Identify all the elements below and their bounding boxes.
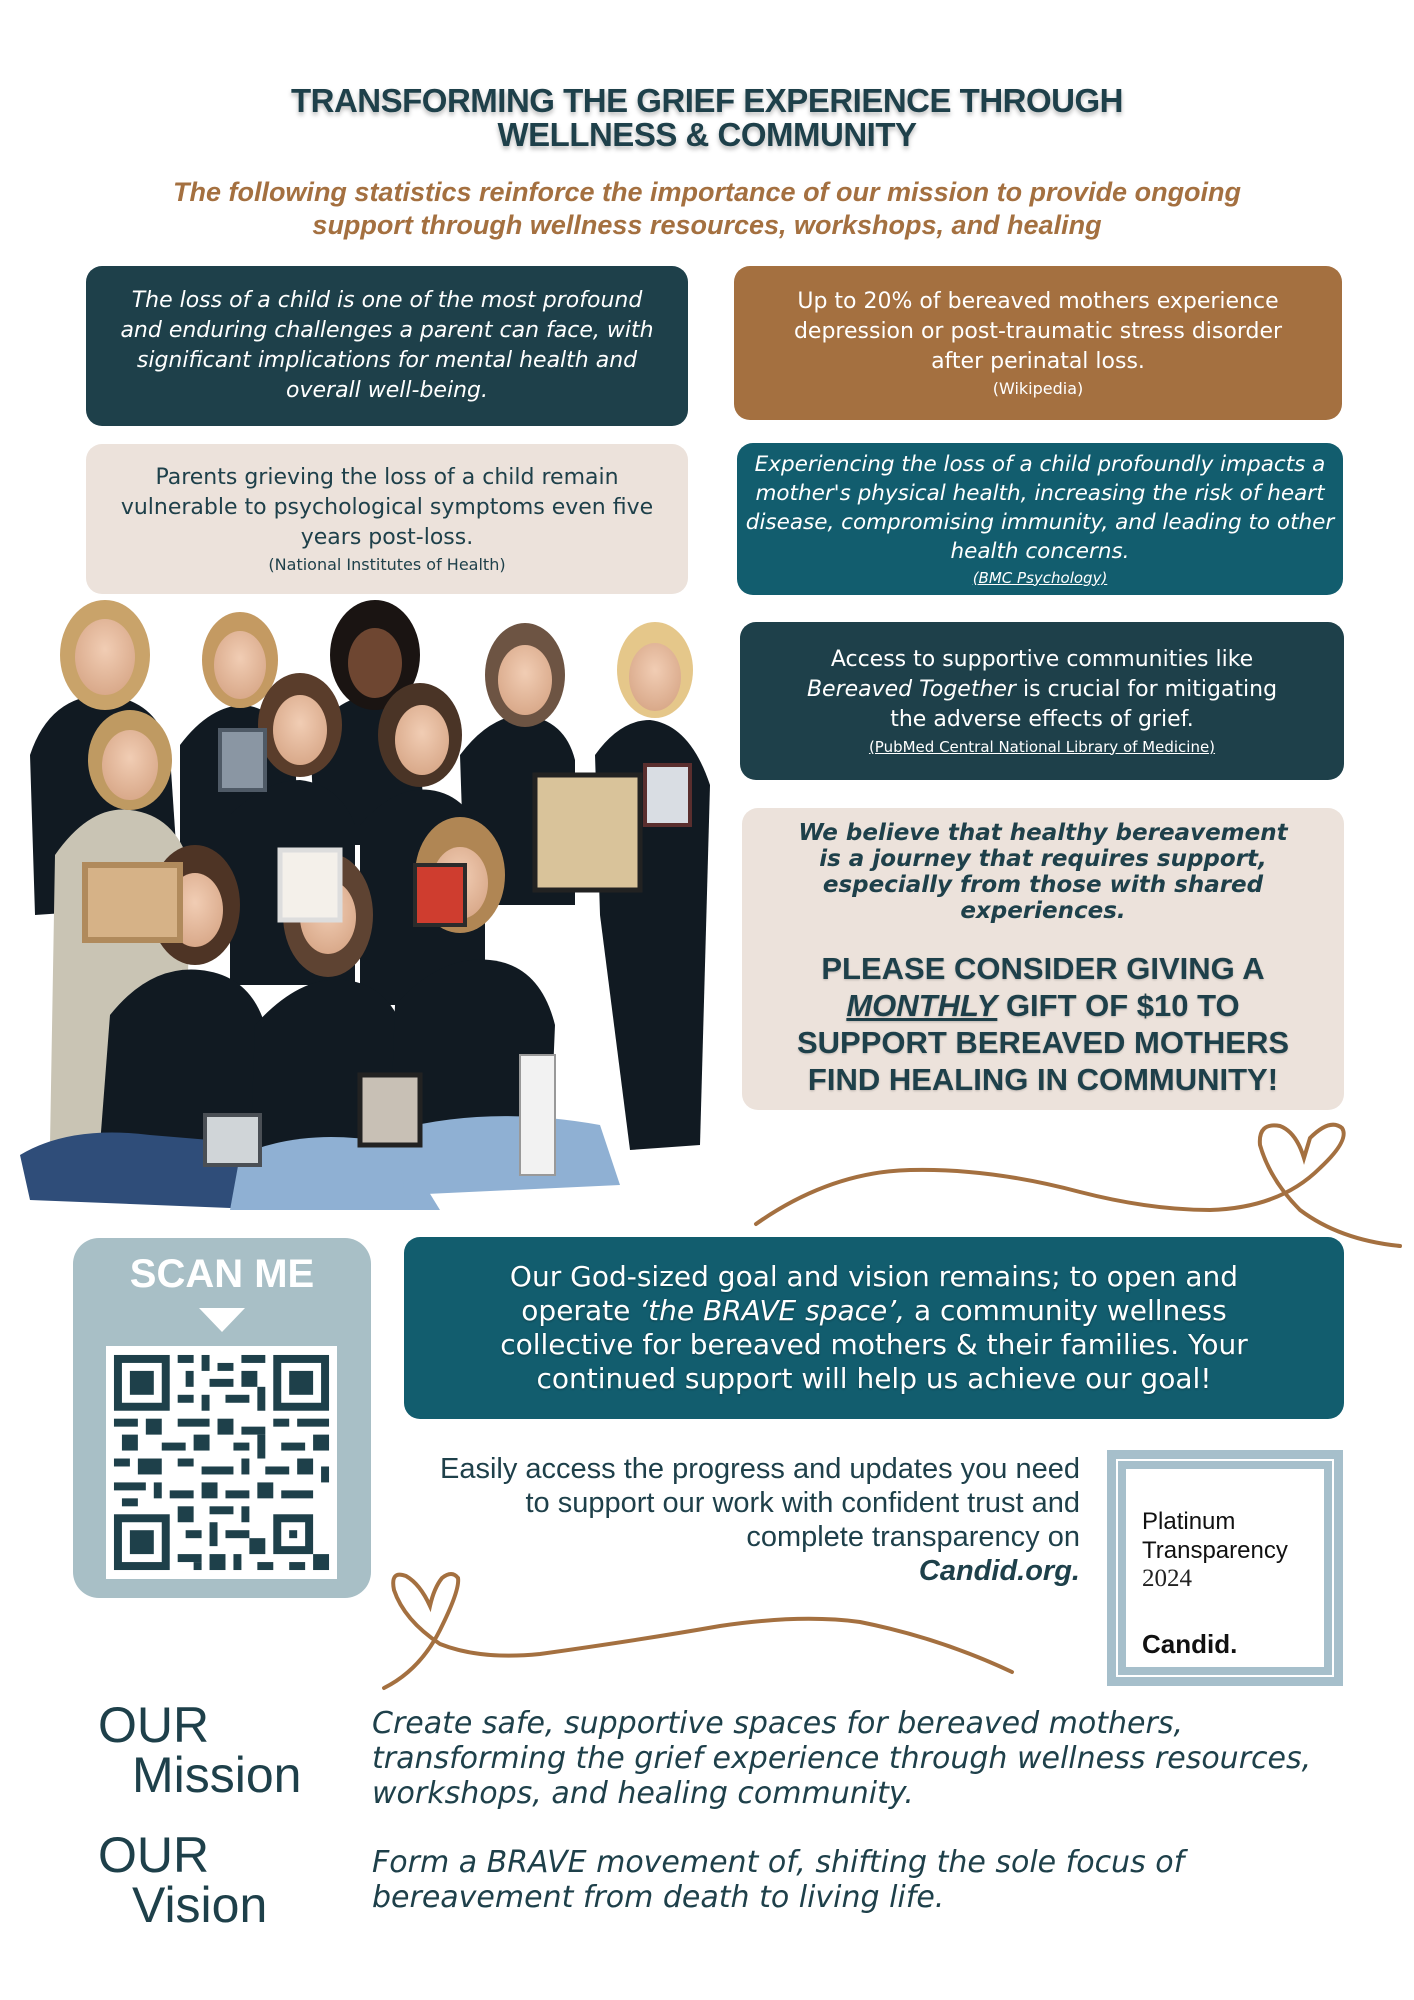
stat-text-before: Access to supportive communities like: [830, 646, 1254, 672]
donation-appeal-card: [742, 808, 1344, 1110]
page-title: [0, 84, 1414, 152]
stat-card-physical-health: [737, 443, 1343, 595]
mission-heading: [98, 1697, 302, 1803]
stat-card-five-years: [86, 444, 688, 594]
appeal-line-2: [797, 987, 1289, 1024]
appeal-line-1: PLEASE CONSIDER GIVING A: [821, 951, 1265, 986]
stat-text-after: is crucial for mitigating the adverse effects of grief.: [890, 676, 1278, 732]
stat-source: (National Institutes of Health): [268, 554, 506, 574]
candid-org-link[interactable]: Candid.org.: [918, 1555, 1080, 1587]
goal-text-before: Our God-sized goal and vision remains; to open and operate: [509, 1260, 1239, 1327]
candid-description: Easily access the progress and updates you need to support our work with confident trust and complete transparency on: [439, 1453, 1080, 1553]
stat-text: Up to 20% of bereaved mothers experience depression or post-traumatic stress disorder after perinatal loss.: [793, 288, 1283, 374]
stat-text: [750, 645, 1334, 735]
seal-year: 2024: [1142, 1565, 1192, 1592]
vision-heading: [98, 1827, 268, 1933]
stat-source: (Wikipedia): [992, 378, 1084, 398]
subtitle-line-1: The following statistics reinforce the importance of our mission to provide ongoing: [172, 177, 1242, 207]
monthly-emphasis: MONTHLY: [846, 988, 998, 1023]
appeal-line-4: FIND HEALING IN COMMUNITY!: [807, 1062, 1279, 1097]
stat-text: The loss of a child is one of the most profound and enduring challenges a parent can face, with significant implications for mental health and overall well-being.: [120, 288, 654, 403]
mission-label: Mission: [132, 1747, 302, 1803]
vision-statement: Form a BRAVE movement of, shifting the sole focus of bereavement from death to living life.: [372, 1845, 1185, 1915]
arrow-down-icon: [199, 1308, 245, 1334]
stat-card-child-loss: [86, 266, 688, 426]
seal-line-1: Platinum: [1142, 1508, 1236, 1535]
brave-space-goal-card: [404, 1237, 1344, 1419]
brave-space-emphasis: ‘the BRAVE space’,: [639, 1294, 906, 1327]
source-link-pubmed[interactable]: (PubMed Central National Library of Medicine): [868, 737, 1216, 756]
seal-title: [1142, 1507, 1288, 1565]
subtitle-line-2: support through wellness resources, workshops, and healing: [312, 210, 1102, 240]
goal-text: [414, 1260, 1334, 1396]
title-line-2: WELLNESS & COMMUNITY: [497, 116, 917, 153]
seal-line-2: Transparency: [1142, 1537, 1288, 1564]
stat-text: Parents grieving the loss of a child remain vulnerable to psychological symptoms even five years post-loss.: [120, 464, 654, 550]
monthly-gift-appeal: [797, 950, 1289, 1098]
qr-code[interactable]: [106, 1346, 337, 1579]
title-line-1: TRANSFORMING THE GRIEF EXPERIENCE THROUGH: [290, 82, 1124, 119]
stat-card-community-access: [740, 622, 1344, 780]
appeal-line-2-rest: GIFT OF $10 TO: [1005, 988, 1240, 1023]
appeal-line-3: SUPPORT BEREAVED MOTHERS: [796, 1025, 1290, 1060]
mission-statement: Create safe, supportive spaces for bereaved mothers, transforming the grief experience through wellness resources, workshops, and healing community.: [372, 1706, 1312, 1811]
page-subtitle: [70, 176, 1344, 242]
source-link-bmc-psychology[interactable]: (BMC Psychology): [972, 568, 1108, 587]
qr-code-panel: [73, 1238, 371, 1598]
group-photo: [10, 585, 735, 1215]
scan-me-label: SCAN ME: [129, 1252, 315, 1296]
vision-our: OUR: [98, 1827, 210, 1883]
seal-brand: Candid.: [1142, 1629, 1238, 1659]
org-name-emphasis: Bereaved Together: [806, 676, 1016, 702]
mission-our: OUR: [98, 1697, 210, 1753]
qr-code-icon: [106, 1346, 337, 1579]
stat-text: Experiencing the loss of a child profoundly impacts a mother's physical health, increasing the risk of heart disease, compromising immunity, and leading to other health concerns.: [745, 451, 1335, 564]
candid-platinum-seal: [1107, 1450, 1343, 1686]
heart-swirl-decoration-left: [380, 1560, 1040, 1710]
goal-text-after: a community wellness collective for bereaved mothers & their families. Your continued support will help us achieve our goal!: [500, 1294, 1248, 1395]
seal-card: [1126, 1469, 1324, 1667]
belief-statement: We believe that healthy bereavement is a journey that requires support, especially from those with shared experiences.: [798, 820, 1288, 924]
vision-label: Vision: [132, 1877, 268, 1933]
stat-card-depression: [734, 266, 1342, 420]
